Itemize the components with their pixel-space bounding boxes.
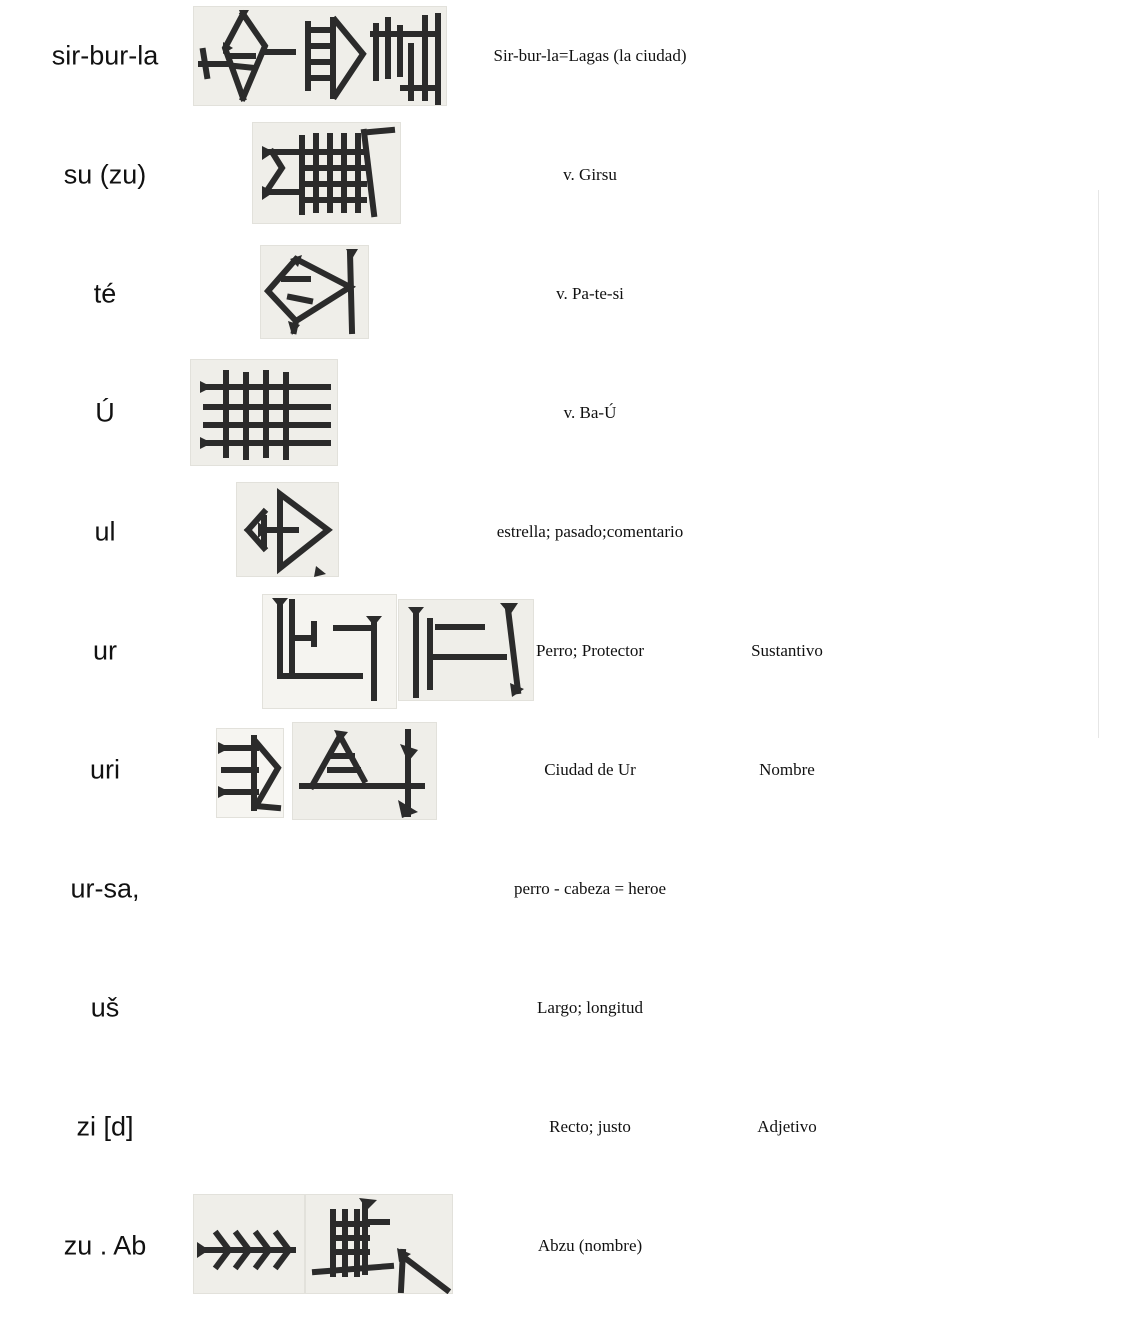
cuneiform-sign-sir-bur-la: [193, 6, 447, 106]
cuneiform-sign-ul: [236, 482, 339, 577]
meaning-text: estrella; pasado;comentario: [496, 521, 684, 541]
cuneiform-sign-uri-b: [292, 722, 437, 820]
glossary-row: [0, 353, 1134, 472]
sumerian-term: ul: [94, 516, 116, 546]
cuneiform-sign-ur-a: [262, 594, 397, 709]
cuneiform-sign-u: [190, 359, 338, 466]
glossary-row: [0, 234, 1134, 353]
meaning-text: Abzu (nombre): [537, 1235, 643, 1255]
meaning-text: v. Girsu: [563, 164, 617, 184]
glossary-row: [0, 0, 1134, 115]
glossary-row: [0, 710, 1134, 829]
meaning-text: Perro; Protector: [535, 640, 645, 660]
glossary-row: [0, 829, 1134, 948]
glossary-row: [0, 1067, 1134, 1186]
cuneiform-sign-uri-a: [216, 728, 284, 818]
meaning-text: v. Pa-te-si: [556, 283, 624, 303]
cuneiform-sign-su: [252, 122, 401, 224]
meaning-text: Largo; longitud: [537, 997, 643, 1017]
sumerian-term: uš: [90, 992, 120, 1022]
sumerian-term: zi [d]: [76, 1111, 134, 1141]
cuneiform-sign-te: [260, 245, 369, 339]
glossary-row: [0, 948, 1134, 1067]
sumerian-term: zu . Ab: [63, 1230, 147, 1260]
sumerian-term: Ú: [95, 397, 115, 427]
sumerian-term: sir-bur-la: [51, 40, 159, 70]
meaning-text: perro - cabeza = heroe: [513, 878, 667, 898]
grammatical-category: Nombre: [759, 759, 815, 779]
sumerian-term: uri: [89, 754, 120, 784]
page-edge-line: [1098, 190, 1099, 738]
meaning-text: v. Ba-Ú: [563, 402, 617, 422]
sumerian-term: té: [93, 278, 117, 308]
glossary-row: [0, 115, 1134, 234]
sumerian-term: ur-sa,: [70, 873, 140, 903]
glossary-row: [0, 591, 1134, 710]
grammatical-category: Sustantivo: [751, 640, 823, 660]
glossary-row: [0, 472, 1134, 591]
meaning-text: Ciudad de Ur: [544, 759, 636, 779]
meaning-text: Recto; justo: [549, 1116, 631, 1136]
sumerian-term: su (zu): [63, 159, 147, 189]
meaning-text: Sir-bur-la=Lagas (la ciudad): [493, 45, 687, 65]
cuneiform-sign-zu: [193, 1194, 305, 1294]
cuneiform-sign-ab: [305, 1194, 453, 1294]
glossary-row: [0, 1186, 1134, 1305]
sumerian-term: ur: [92, 635, 117, 665]
grammatical-category: Adjetivo: [757, 1116, 817, 1136]
